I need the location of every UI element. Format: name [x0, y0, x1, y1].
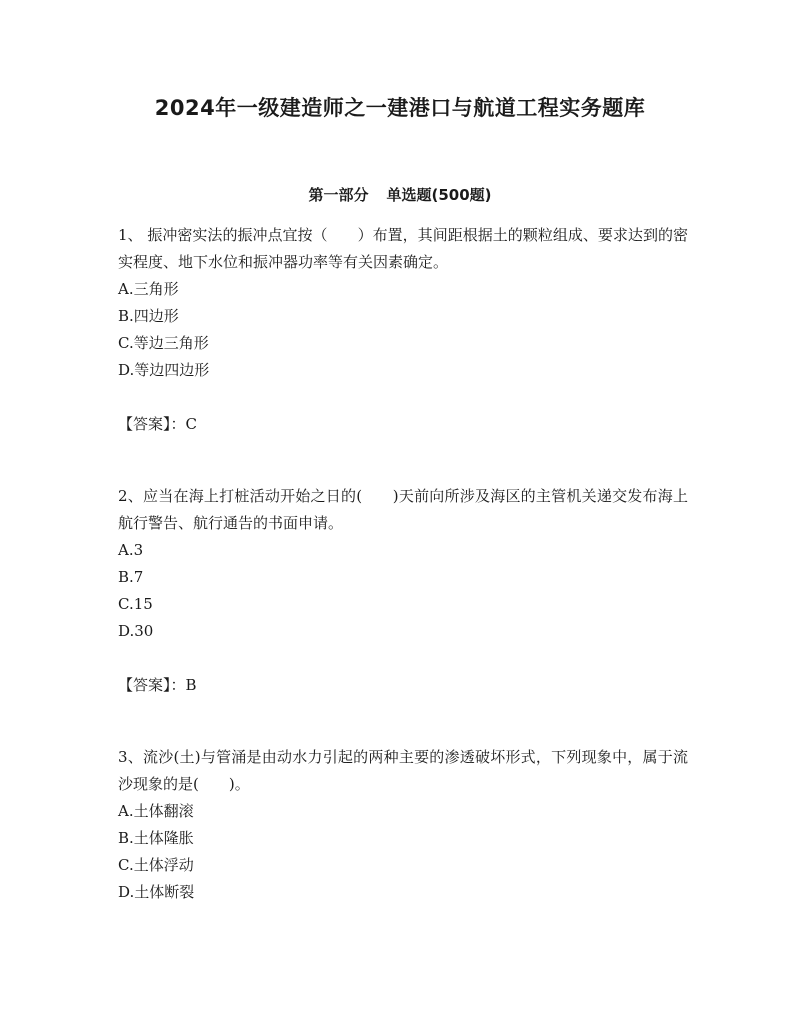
- section-name: 单选题(500题): [386, 186, 492, 204]
- question-list: [118, 222, 688, 906]
- answer-label: 【答案】：: [118, 415, 186, 433]
- option-d: D.30: [118, 622, 154, 640]
- option-list: [118, 537, 688, 645]
- question-1: [118, 222, 688, 438]
- question-3: [118, 744, 688, 906]
- option-c: C.等边三角形: [118, 334, 209, 352]
- option-d: D.土体断裂: [118, 883, 195, 901]
- option-a: A.三角形: [118, 280, 179, 298]
- option-a: A.土体翻滚: [118, 802, 194, 820]
- document-title: 2024年一级建造师之一建港口与航道工程实务题库: [154, 96, 646, 120]
- answer-line: [118, 672, 688, 699]
- section-heading: [0, 184, 800, 205]
- option-b: B.7: [118, 568, 144, 586]
- option-list: [118, 798, 688, 906]
- option-c: C.土体浮动: [118, 856, 194, 874]
- question-stem: 2、应当在海上打桩活动开始之日的( )天前向所涉及海区的主管机关递交发布海上航行警告、航行通告的书面申请。: [118, 487, 688, 532]
- answer-line: [118, 411, 688, 438]
- question-stem: 1、 振冲密实法的振冲点宜按（ ）布置，其间距根据土的颗粒组成、要求达到的密实程度、地下水位和振冲器功率等有关因素确定。: [118, 226, 688, 271]
- option-b: B.四边形: [118, 307, 179, 325]
- option-c: C.15: [118, 595, 153, 613]
- answer-value: B: [185, 676, 197, 694]
- option-b: B.土体隆胀: [118, 829, 194, 847]
- answer-value: C: [185, 415, 197, 433]
- question-2: [118, 483, 688, 699]
- question-stem: 3、流沙(土)与管涌是由动水力引起的两种主要的渗透破坏形式，下列现象中，属于流沙现象的是( )。: [118, 748, 688, 793]
- option-a: A.3: [118, 541, 144, 559]
- section-label: 第一部分: [308, 186, 369, 204]
- option-list: [118, 276, 688, 384]
- option-d: D.等边四边形: [118, 361, 210, 379]
- answer-label: 【答案】：: [118, 676, 186, 694]
